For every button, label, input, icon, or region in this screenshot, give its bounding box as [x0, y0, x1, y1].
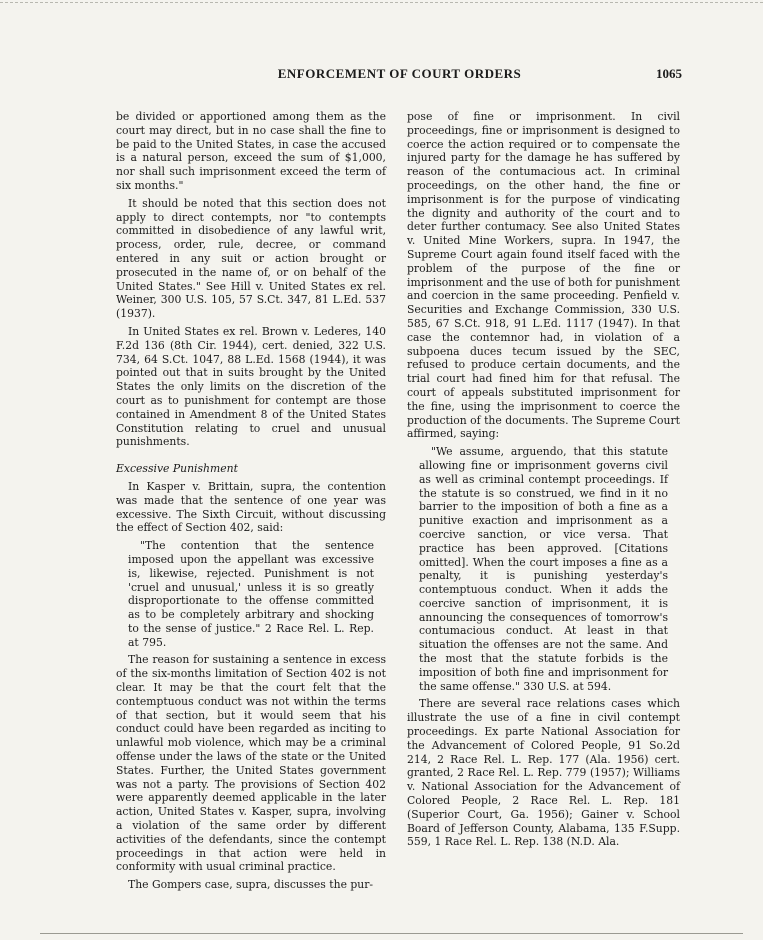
right-block-quote: "We assume, arguendo, that this statute allowing fine or imprisonment governs civil as well as criminal contempt proceedings. If the statute is so construed, we find in it no barrier to the imposition of both a fine as a punitive exaction and imprisonment as a coercive sanction, or vice versa. That practice has been approved. [Citations omitted]. When the court imposes a fine as a penalty, it is punishing yesterday's contemptuous conduct. When it adds the coercive sanction of imprisonment, it is announcing the consequences of tomorrow's contumacious conduct. At least in that situation the offenses are not the same. And the most that the statute forbids is the imposition of both fine and imprisonment for the same offense." 330 U.S. at 594. — [419, 445, 668, 693]
left-paragraph-1: be divided or apportioned among them as the court may direct, but in no case shall the fine to be paid to the United States, in case the accused is a natural person, exceed the sum of $1,000, nor shall such imprisonment exceed the term of six months." — [116, 110, 386, 192]
section-heading: Excessive Punishment — [116, 462, 238, 476]
bottom-edge-rule — [40, 933, 743, 934]
running-title: ENFORCEMENT OF COURT ORDERS — [277, 66, 522, 81]
page-header — [117, 66, 682, 84]
page-number: 1065 — [656, 66, 682, 81]
right-paragraph-2: There are several race relations cases which illustrate the use of a fine in civil contempt proceedings. Ex parte National Association for the Advancement of Colored People, 91 So.2d 214, 2 Race Rel. L. Rep. 177 (Ala. 1956) cert. granted, 2 Race Rel. L. Rep. 779 (1957); Williams v. National Association for the Advancement of Colored People, 2 Race Rel. L. Rep. 181 (Superior Court, Ga. 1956); Gainer v. School Board of Jefferson County, Alabama, 135 F.Supp. 559, 1 Race Rel. L. Rep. 138 (N.D. Ala. — [407, 697, 680, 849]
right-column — [407, 110, 680, 853]
left-paragraph-5: The reason for sustaining a sentence in excess of the six-months limitation of Section 402 is not clear. It may be that the court felt that the contemptuous conduct was not within the terms of that section, but it would seem that his conduct could have been regarded as inciting to unlawful mob violence, which may be a criminal offense under the laws of the state or the United States. Further, the United States government was not a party. The provisions of Section 402 were apparently deemed applicable in the later action, United States v. Kasper, supra, involving a violation of the same order by different activities of the defendants, since the contempt proceedings in that action were held in conformity with usual criminal practice. — [116, 653, 386, 874]
left-block-quote: "The contention that the sentence imposed upon the appellant was excessive is, likewise, rejected. Punishment is not 'cruel and unusual,' unless it is so greatly disproportionate to the offense committed as to be completely arbitrary and shocking to the sense of justice." 2 Race Rel. L. Rep. at 795. — [128, 539, 374, 649]
left-paragraph-6: The Gompers case, supra, discusses the pur- — [128, 878, 374, 892]
left-column — [116, 110, 386, 896]
left-paragraph-3: In United States ex rel. Brown v. Lederes, 140 F.2d 136 (8th Cir. 1944), cert. denied, 322 U.S. 734, 64 S.Ct. 1047, 88 L.Ed. 1568 (1944), it was pointed out that in suits brought by the United States the only limits on the discretion of the court as to punishment for contempt are those contained in Amendment 8 of the United States Constitution relating to cruel and unusual punishments. — [116, 324, 386, 449]
left-paragraph-2: It should be noted that this section does not apply to direct contempts, nor "to contempts committed in disobedience of any lawful writ, process, order, rule, decree, or command entered in any suit or action brought or prosecuted in the name of, or on behalf of the United States." See Hill v. United States ex rel. Weiner, 300 U.S. 105, 57 S.Ct. 347, 81 L.Ed. 537 (1937). — [116, 196, 386, 321]
right-paragraph-1: pose of fine or imprisonment. In civil proceedings, fine or imprisonment is designed to coerce the action required or to compensate the injured party for the damage he has suffered by reason of the contumacious act. In criminal proceedings, on the other hand, the fine or imprisonment is for the purpose of vindicating the dignity and authority of the court and to deter further contumacy. See also United States v. United Mine Workers, supra. In 1947, the Supreme Court again found itself faced with the problem of the purpose of the fine or imprisonment and the use of both for punishment and coercion in the same proceeding. Penfield v. Securities and Exchange Commission, 330 U.S. 585, 67 S.Ct. 918, 91 L.Ed. 1117 (1947). In that case the contemnor had, in violation of a subpoena duces tecum issued by the SEC, refused to produce certain documents, and the trial court had fined him for that refusal. The court of appeals substituted imprisonment for the fine, using the imprisonment to coerce the production of the documents. The Supreme Court affirmed, saying: — [407, 110, 681, 441]
top-edge-rule — [0, 2, 763, 3]
left-paragraph-4: In Kasper v. Brittain, supra, the contention was made that the sentence of one year was excessive. The Sixth Circuit, without discussing the effect of Section 402, said: — [116, 479, 386, 535]
